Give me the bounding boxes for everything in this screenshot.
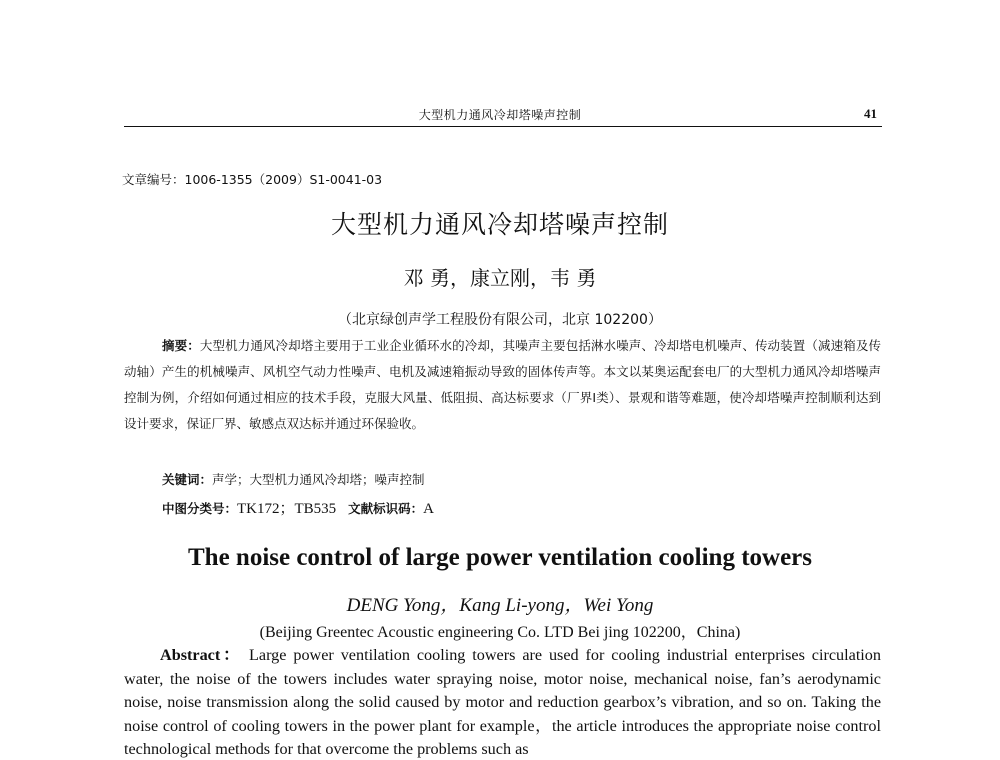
chinese-abstract-text: 大型机力通风冷却塔主要用于工业企业循环水的冷却，其噪声主要包括淋水噪声、冷却塔电机噪声、传动装置（减速箱及传动轴）产生的机械噪声、风机空气动力性噪声、电机及减速箱振动导致的固体传声等。本文以某奥运配套电厂的大型机力通风冷却塔噪声控制为例，介绍如何通过相应的技术手段，克服大风量、低阻损、高达标要求（厂界Ⅰ类）、景观和谐等难题，使冷却塔噪声控制顺利达到设计要求，保证厂界、敏感点双达标并通过环保验收。 <box>124 338 881 431</box>
classification-label: 中图分类号： <box>162 501 238 516</box>
chinese-abstract-label: 摘要： <box>162 338 200 353</box>
english-title: The noise control of large power ventilation cooling towers <box>187 544 812 571</box>
doc-code: A <box>423 501 434 517</box>
chinese-authors: 邓 勇，康立刚，韦 勇 <box>403 266 597 290</box>
header-rule <box>124 126 882 127</box>
english-abstract-text: Large power ventilation cooling towers are used for cooling industrial enterprises circulation water, the noise of the towers includes water spraying noise, motor noise, mechanical noise, fan’s aerodynamic noise, noise transmission along the solid caused by motor and reduction gearbox’s vibration, and so on. Taking the noise control of cooling towers in the power plant for example，the article introduces the appropriate noise control technological methods for that overcome the problems such as <box>124 646 881 758</box>
chinese-affiliation: （北京绿创声学工程股份有限公司，北京 102200） <box>338 312 662 328</box>
keywords-label: 关键词： <box>162 472 213 487</box>
classification-code: TK172；TB535 <box>237 501 337 517</box>
english-authors: DENG Yong，Kang Li-yong，Wei Yong <box>346 595 654 616</box>
chinese-keywords <box>162 470 425 488</box>
doc-code-label: 文献标识码： <box>348 501 424 516</box>
running-title: 大型机力通风冷却塔噪声控制 <box>418 108 582 122</box>
english-abstract <box>124 644 881 760</box>
english-abstract-label: Abstract： <box>160 646 243 664</box>
chinese-title: 大型机力通风冷却塔噪声控制 <box>330 210 669 239</box>
chinese-abstract <box>124 333 881 437</box>
page-number: 41 <box>864 106 877 121</box>
article-number: 文章编号：1006-1355（2009）S1-0041-03 <box>122 172 383 187</box>
classification-line <box>162 497 434 518</box>
keywords-text: 声学；大型机力通风冷却塔；噪声控制 <box>212 472 425 487</box>
english-affiliation: (Beijing Greentec Acoustic engineering Co. LTD Bei jing 102200，China) <box>259 624 741 641</box>
